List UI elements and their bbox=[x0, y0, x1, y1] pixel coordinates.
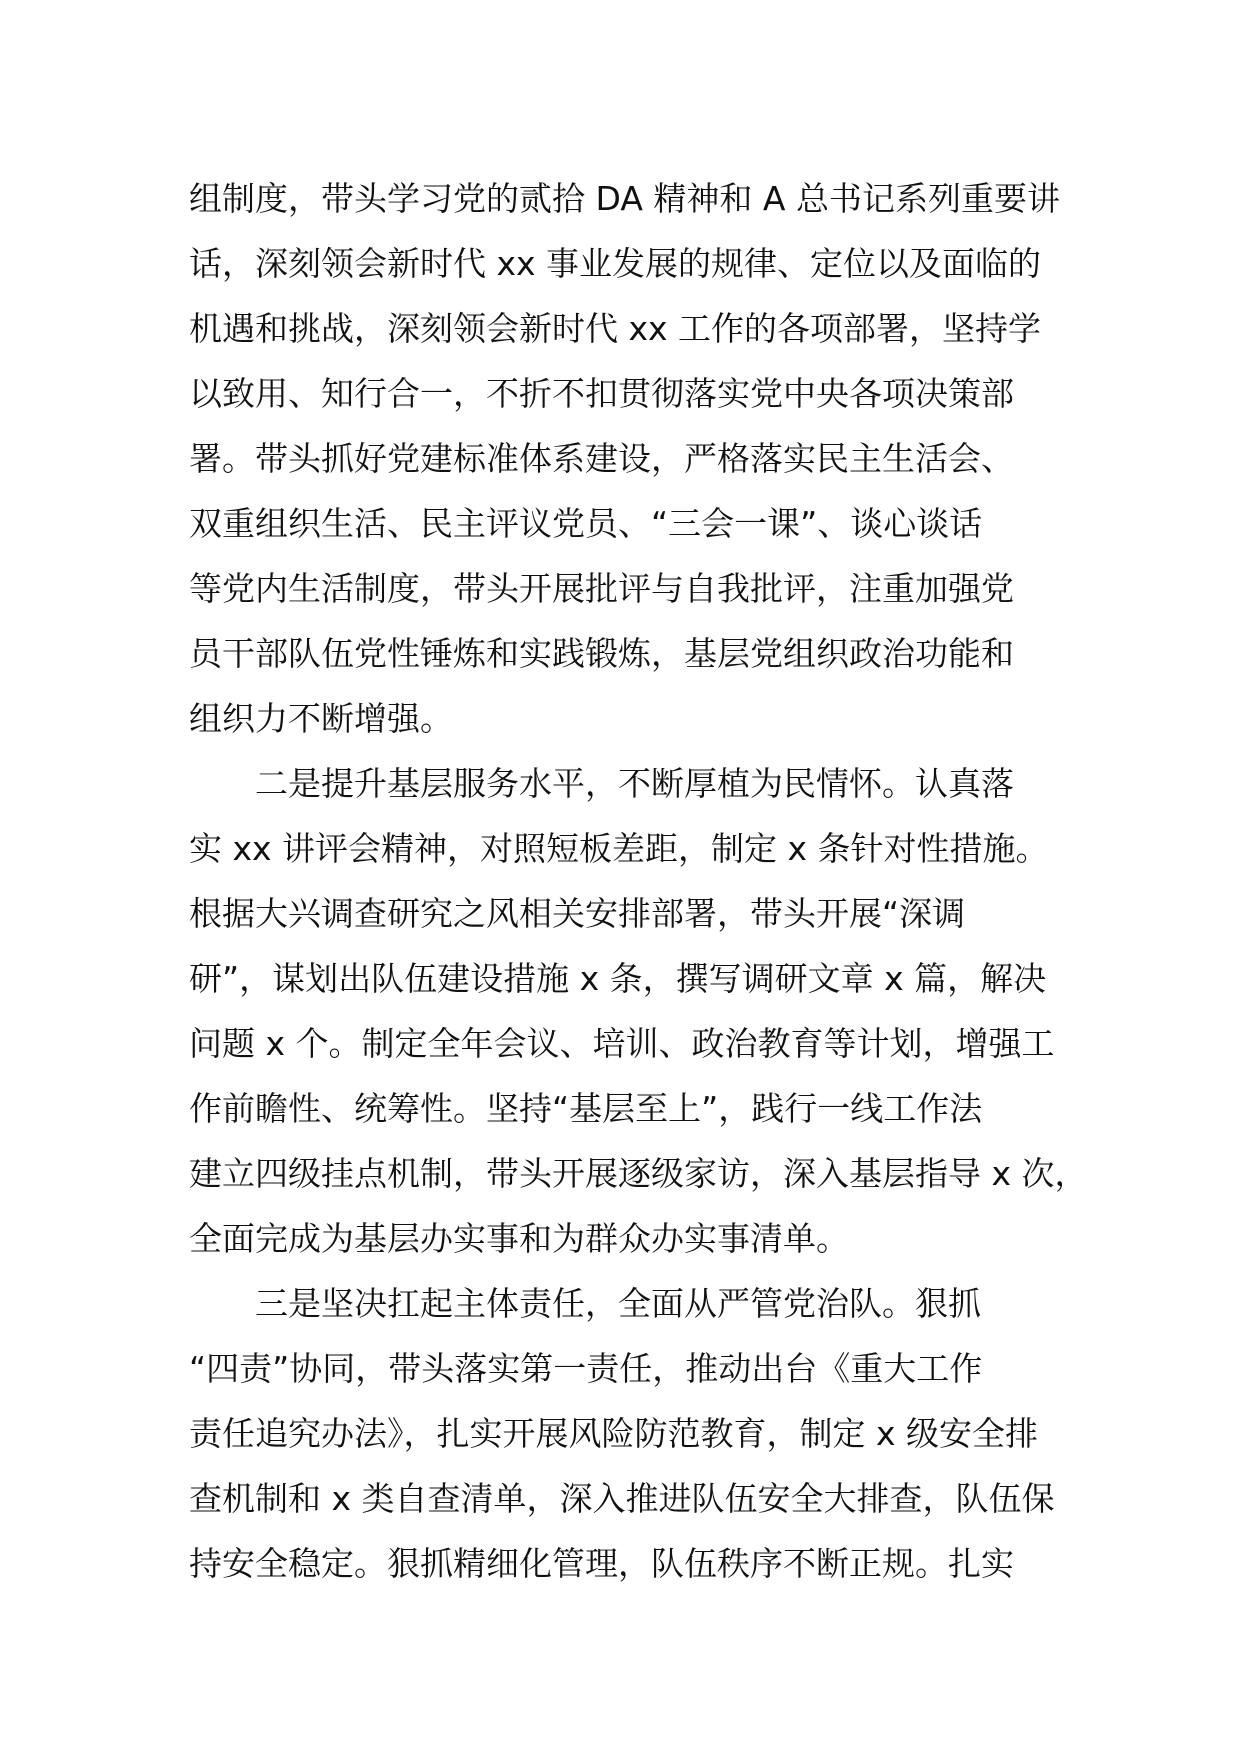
text-line: 话，深刻领会新时代 xx 事业发展的规律、定位以及面临的 bbox=[189, 244, 1042, 283]
body-text bbox=[189, 166, 1088, 1596]
text-line: 等党内生活制度，带头开展批评与自我批评，注重加强党 bbox=[189, 569, 1014, 608]
text-line: 以致用、知行合一，不折不扣贯彻落实党中央各项决策部 bbox=[189, 374, 1014, 413]
paragraph-start-line: 二是提升基层服务水平，不断厚植为民情怀。认真落 bbox=[189, 764, 1014, 803]
text-line: 组织力不断增强。 bbox=[189, 699, 453, 738]
text-line: 问题 x 个。制定全年会议、培训、政治教育等计划，增强工 bbox=[189, 1024, 1055, 1063]
text-line: 实 xx 讲评会精神，对照短板差距，制定 x 条针对性措施。 bbox=[189, 829, 1049, 868]
text-line: 责任追究办法》，扎实开展风险防范教育，制定 x 级安全排 bbox=[189, 1414, 1039, 1453]
text-line: 双重组织生活、民主评议党员、“三会一课”、谈心谈话 bbox=[189, 504, 983, 543]
text-line: 员干部队伍党性锤炼和实践锻炼，基层党组织政治功能和 bbox=[189, 634, 1014, 673]
paragraph-start-line: 三是坚决扛起主体责任，全面从严管党治队。狠抓 bbox=[189, 1284, 981, 1323]
text-line: “四责”协同，带头落实第一责任，推动出台《重大工作 bbox=[189, 1349, 983, 1388]
text-line: 作前瞻性、统筹性。坚持“基层至上”，践行一线工作法 bbox=[189, 1089, 983, 1128]
text-line: 研”，谋划出队伍建设措施 x 条，撰写调研文章 x 篇，解决 bbox=[189, 959, 1047, 998]
text-line: 查机制和 x 类自查清单，深入推进队伍安全大排查，队伍保 bbox=[189, 1479, 1055, 1518]
text-line: 署。带头抓好党建标准体系建设，严格落实民主生活会、 bbox=[189, 439, 1014, 478]
text-line: 根据大兴调查研究之风相关安排部署，带头开展“深调 bbox=[189, 894, 966, 933]
text-line: 持安全稳定。狠抓精细化管理，队伍秩序不断正规。扎实 bbox=[189, 1544, 1014, 1583]
text-line: 组制度，带头学习党的贰拾 DA 精神和 A 总书记系列重要讲 bbox=[189, 179, 1060, 218]
text-line: 全面完成为基层办实事和为群众办实事清单。 bbox=[189, 1219, 849, 1258]
text-line: 机遇和挑战，深刻领会新时代 xx 工作的各项部署，坚持学 bbox=[189, 309, 1042, 348]
text-line: 建立四级挂点机制，带头开展逐级家访，深入基层指导 x 次， bbox=[189, 1154, 1088, 1193]
